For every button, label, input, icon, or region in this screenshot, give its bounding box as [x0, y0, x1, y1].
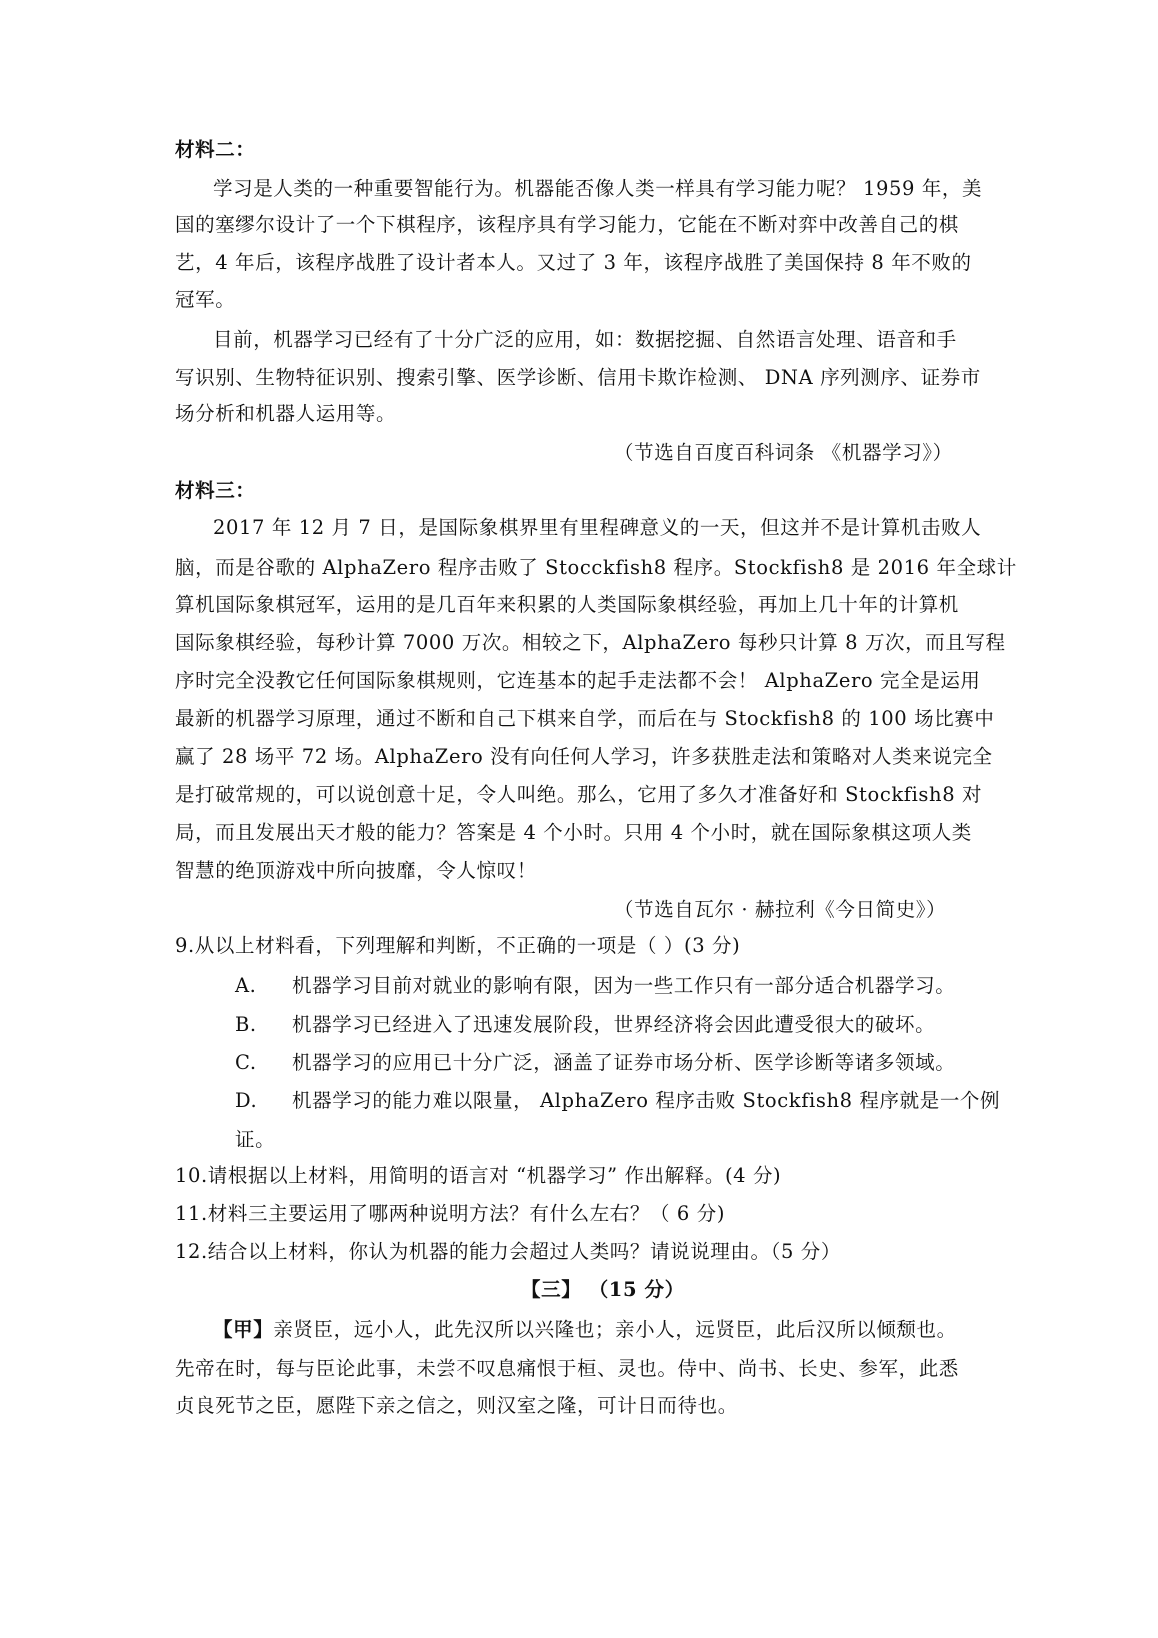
jia-line-text: 亲贤臣，远小人，此先汉所以兴隆也；亲小人，远贤臣，此后汉所以倾颓也。: [273, 1318, 957, 1341]
q9-option-text: 机器学习的应用已十分广泛，涵盖了证券市场分析、医学诊断等诸多领域。: [292, 1051, 956, 1074]
q9-option-label: A.: [235, 974, 257, 997]
q9-option-text: 机器学习已经进入了迅速发展阶段，世界经济将会因此遭受很大的破坏。: [292, 1013, 936, 1036]
q12: 12.结合以上材料，你认为机器的能力会超过人类吗？请说说理由。（5 分）: [175, 1240, 841, 1263]
material2-p1-line: 艺，4 年后，该程序战胜了设计者本人。又过了 3 年，该程序战胜了美国保持 8 年不败的: [175, 251, 972, 274]
material3-p1-line: 2017 年 12 月 7 日，是国际象棋界里有里程碑意义的一天，但这并不是计算机击败人: [213, 516, 982, 539]
material3-p1-line: 最新的机器学习原理，通过不断和自己下棋来自学，而后在与 Stockfish8 的 100 场比赛中: [175, 707, 995, 730]
q9-option-text: 机器学习目前对就业的影响有限，因为一些工作只有一部分适合机器学习。: [292, 974, 956, 997]
material2-p2-line: 目前，机器学习已经有了十分广泛的应用，如：数据挖掘、自然语言处理、语音和手: [213, 328, 957, 351]
q11: 11.材料三主要运用了哪两种说明方法？有什么左右？（ 6 分): [175, 1202, 726, 1225]
material2-p2-line: 写识别、生物特征识别、搜索引擎、医学诊断、信用卡欺诈检测、 DNA 序列测序、证券市: [175, 366, 981, 389]
section3-heading: 【三】 （15 分）: [521, 1278, 685, 1301]
material3-p1-line: 国际象棋经验，每秒计算 7000 万次。相较之下，AlphaZero 每秒只计算 8 万次，而且写程: [175, 631, 1006, 654]
material3-p1-line: 序时完全没教它任何国际象棋规则，它连基本的起手走法都不会！ AlphaZero 完全是运用: [175, 669, 981, 692]
material2-source: （节选自百度百科词条 《机器学习》）: [614, 441, 953, 464]
material3-heading: 材料三：: [175, 479, 256, 502]
material3-p1-line: 赢了 28 场平 72 场。AlphaZero 没有向任何人学习，许多获胜走法和策略对人类来说完全: [175, 745, 993, 768]
material3-p1-line: 脑，而是谷歌的 AlphaZero 程序击败了 Stocckfish8 程序。Stockfish8 是 2016 年全球计: [175, 556, 1017, 579]
material2-heading: 材料二：: [175, 138, 256, 161]
jia-line: [213, 1317, 957, 1343]
q9-option-label: D.: [235, 1089, 258, 1112]
material3-p1-line: 算机国际象棋冠军，运用的是几百年来积累的人类国际象棋经验，再加上几十年的计算机: [175, 593, 959, 616]
q9-option-label: C.: [235, 1051, 257, 1074]
q9-stem: 9.从以上材料看，下列理解和判断，不正确的一项是（ ）(3 分): [175, 934, 741, 957]
q9-option-text: 机器学习的能力难以限量， AlphaZero 程序击败 Stockfish8 程序就是一个例: [292, 1089, 1001, 1112]
q10: 10.请根据以上材料，用简明的语言对 “机器学习” 作出解释。(4 分): [175, 1164, 782, 1187]
material3-source: （节选自瓦尔 · 赫拉利《今日简史》）: [614, 898, 947, 921]
q9-option-label: B.: [235, 1013, 257, 1036]
material2-p1-line: 学习是人类的一种重要智能行为。机器能否像人类一样具有学习能力呢？ 1959 年，美: [213, 177, 983, 200]
jia-line: 贞良死节之臣，愿陛下亲之信之，则汉室之隆，可计日而待也。: [175, 1394, 738, 1417]
material2-p1-line: 冠军。: [175, 288, 236, 311]
material2-p1-line: 国的塞缪尔设计了一个下棋程序，该程序具有学习能力，它能在不断对弈中改善自己的棋: [175, 213, 959, 236]
material3-p1-line: 局，而且发展出天才般的能力？答案是 4 个小时。只用 4 个小时，就在国际象棋这项人类: [175, 821, 972, 844]
material2-p2-line: 场分析和机器人运用等。: [175, 402, 397, 425]
jia-line: 先帝在时，每与臣论此事，未尝不叹息痛恨于桓、灵也。侍中、尚书、长史、参军，此悉: [175, 1357, 959, 1380]
material3-p1-line: 智慧的绝顶游戏中所向披靡，令人惊叹！: [175, 859, 537, 882]
material3-p1-line: 是打破常规的，可以说创意十足，令人叫绝。那么，它用了多久才准备好和 Stockfish8 对: [175, 783, 983, 806]
jia-label: 【甲】: [213, 1318, 274, 1341]
q9-option-d-continuation: 证。: [235, 1128, 276, 1151]
